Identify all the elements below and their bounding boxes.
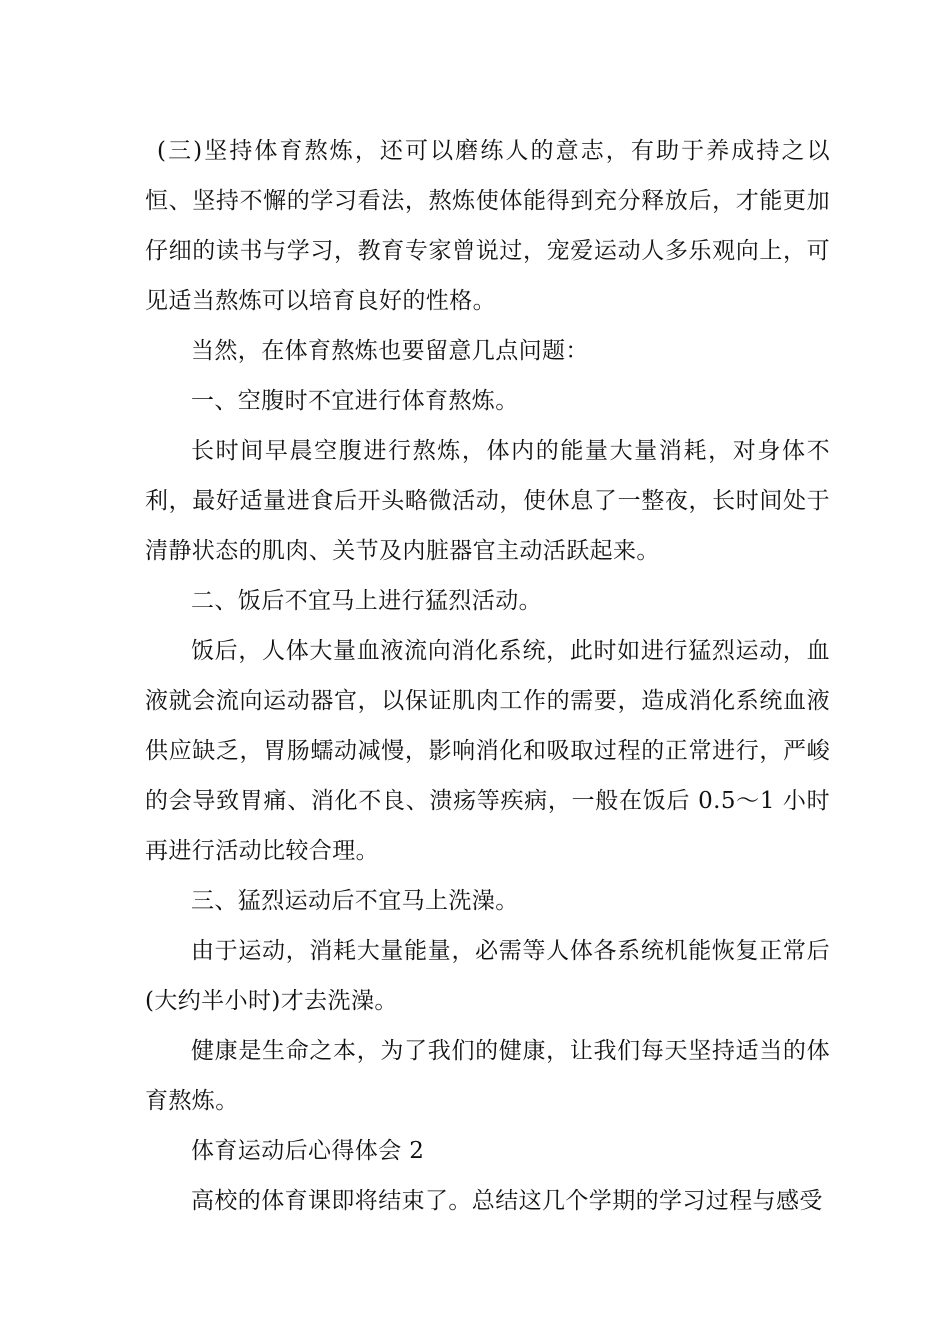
paragraph-health: 健康是生命之本，为了我们的健康，让我们每天坚持适当的体育熬炼。 [145,1038,830,1114]
paragraph-issues-intro: 当然，在体育熬炼也要留意几点问题： [191,338,589,364]
paragraph-after-meal: 饭后，人体大量血液流向消化系统，此时如进行猛烈运动，血液就会流向运动器官，以保证肌肉工作的需要，造成消化系统血液供应缺乏，胃肠蠕动减慢，影响消化和吸取过程的正常进行，严峻的会导致胃痛、消化不良、溃疡等疾病，一般在饭后 0.5～1 小时再进行活动比较合理。 [145,638,830,864]
document-body [145,126,830,1226]
section-title-2: 体育运动后心得体会 2 [191,1138,425,1164]
paragraph-bathing: 由于运动，消耗大量能量，必需等人体各系统机能恢复正常后(大约半小时)才去洗澡。 [145,938,830,1014]
heading-after-meal: 二、饭后不宜马上进行猛烈活动。 [191,588,542,614]
paragraph-character-benefit: (三)坚持体育熬炼，还可以磨练人的意志，有助于养成持之以恒、坚持不懈的学习看法，熬炼使体能得到充分释放后，才能更加仔细的读书与学习，教育专家曾说过，宠爱运动人多乐观向上，可见适当熬炼可以培育良好的性格。 [145,138,830,314]
heading-bathing: 三、猛烈运动后不宜马上洗澡。 [191,888,519,914]
paragraph-university-pe: 高校的体育课即将结束了。总结这几个学期的学习过程与感受 [191,1188,823,1214]
heading-empty-stomach: 一、空腹时不宜进行体育熬炼。 [191,388,519,414]
paragraph-empty-stomach: 长时间早晨空腹进行熬炼，体内的能量大量消耗，对身体不利，最好适量进食后开头略微活动，使休息了一整夜，长时间处于清静状态的肌肉、关节及内脏器官主动活跃起来。 [145,438,830,564]
